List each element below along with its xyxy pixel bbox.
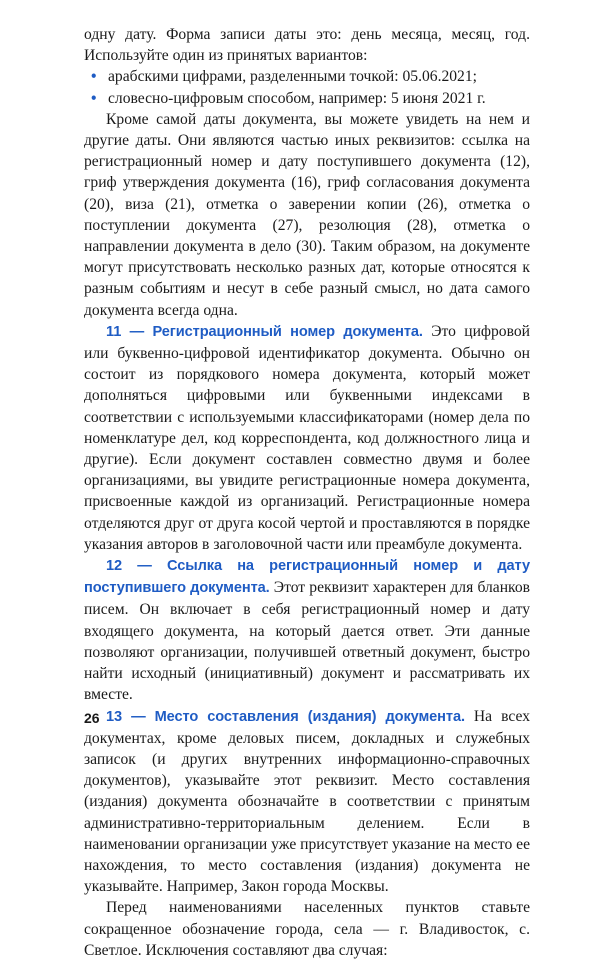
page-text xyxy=(84,24,530,961)
section-12-heading: 12 — Ссылка на регистрационный номер и дату поступившего документа. xyxy=(84,558,530,597)
section-12-body: Этот реквизит характерен для бланков писем. Он включает в себя регистрационный номер и дату входящего документа, на который дается ответ. Эти данные позволяют организации, получившей ответный документ, быстро найти исходный (инициативный) документ и рассматривать их вместе. xyxy=(84,579,530,704)
list-item xyxy=(91,88,530,109)
bullet-icon: • xyxy=(91,89,97,107)
list-item xyxy=(91,66,530,87)
section-11-body: Это цифровой или буквенно-цифровой идентификатор документа. Обычно он состоит из порядкового номера документа, который может дополняться цифровыми или буквенными индексами в соответствии с используемыми классификаторами (номер дела по номенклатуре дел, код корреспондента, код должностного лица и другие). Если документ составлен совместно двумя и более организациями, вы увидите регистрационные номера документа, присвоенные каждой из организаций. Регистрационные номера отделяются друг от друга косой чертой и проставляются в порядке указания авторов в заголовочной части или преамбуле документа. xyxy=(84,322,531,553)
section-11-paragraph xyxy=(84,321,530,555)
section-13-heading: 13 — Место составления (издания) документа. xyxy=(106,708,465,725)
section-13-body: На всех документах, кроме деловых писем, докладных и служебных записок (и других внутренних информационно-справочных документов), указывайте этот реквизит. Место составления (издания) документа обозначайте в соответствии с принятым административно-территориальным делением. Если в наименовании организации уже присутствует указание на место ее нахождения, то место составления (издания) документа не указывайте. Например, Закон города Москвы. xyxy=(84,707,531,896)
intro-paragraph: одну дату. Форма записи даты это: день месяца, месяц, год. Используйте один из принятых вариантов: xyxy=(84,26,530,65)
date-format-list xyxy=(84,66,530,108)
bullet-icon: • xyxy=(91,68,97,86)
section-13-paragraph xyxy=(84,706,530,898)
page-number: 26 xyxy=(84,710,100,726)
settlements-paragraph: Перед наименованиями населенных пунктов ставьте сокращенное обозначение города, села — г. Владивосток, с. Светлое. Исключения составляют два случая: xyxy=(84,899,530,959)
section-11-heading: 11 — Регистрационный номер документа. xyxy=(106,323,423,340)
list-item-text: арабскими цифрами, разделенными точкой: 05.06.2021; xyxy=(108,68,477,86)
section-12-paragraph xyxy=(84,555,530,705)
other-dates-paragraph: Кроме самой даты документа, вы можете увидеть на нем и другие даты. Они являются частью иных реквизитов: ссылка на регистрационный номер и дату поступившего документа (12), гриф утверждения документа (16), гриф согласования документа (20), виза (21), отметка о заверении копии (26), отметка о поступлении документа (27), резолюция (28), отметка о направлении документа в дело (30). Таким образом, на документе могут присутствовать несколько разных дат, которые относятся к разным событиям и несут в себе разный смысл, но дата самого документа всегда одна. xyxy=(84,110,530,319)
list-item-text: словесно-цифровым способом, например: 5 июня 2021 г. xyxy=(108,89,486,107)
